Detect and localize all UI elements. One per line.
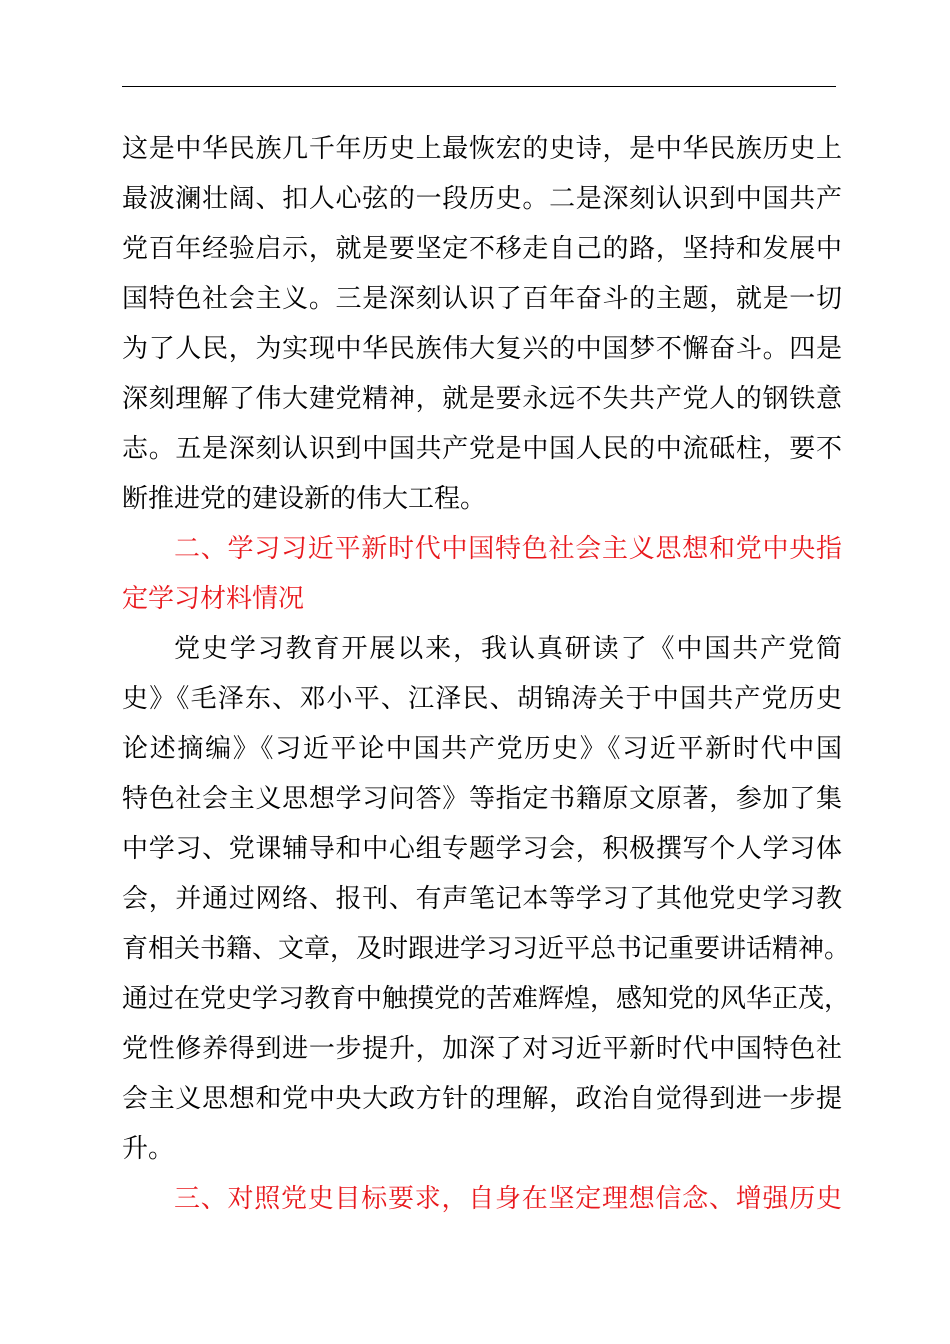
section-heading-3 (122, 1174, 842, 1224)
text-line: 史》《毛泽东、邓小平、江泽民、胡锦涛关于中国共产党历史 (122, 684, 842, 714)
paragraph-continuation (122, 124, 842, 524)
paragraph-study-materials (122, 624, 851, 1174)
text-line: 升。 (122, 1134, 175, 1164)
heading-line: 三、对照党史目标要求，自身在坚定理想信念、增强历史 (174, 1184, 842, 1214)
text-line: 国特色社会主义。三是深刻认识了百年奋斗的主题，就是一切 (122, 284, 842, 314)
heading-line: 定学习材料情况 (122, 584, 305, 614)
text-line: 会主义思想和党中央大政方针的理解，政治自觉得到进一步提 (122, 1084, 842, 1114)
text-line: 最波澜壮阔、扣人心弦的一段历史。二是深刻认识到中国共产 (122, 184, 842, 214)
text-line: 会，并通过网络、报刊、有声笔记本等学习了其他党史学习教 (122, 884, 842, 914)
text-line: 党百年经验启示，就是要坚定不移走自己的路，坚持和发展中 (122, 234, 842, 264)
text-line: 中学习、党课辅导和中心组专题学习会，积极撰写个人学习体 (122, 834, 842, 864)
text-line: 论述摘编》《习近平论中国共产党历史》《习近平新时代中国 (122, 734, 842, 764)
document-body (122, 124, 851, 1224)
text-line: 志。五是深刻认识到中国共产党是中国人民的中流砥柱，要不 (122, 434, 842, 464)
text-line: 党性修养得到进一步提升，加深了对习近平新时代中国特色社 (122, 1034, 842, 1064)
text-line: 断推进党的建设新的伟大工程。 (122, 484, 487, 514)
text-line: 党史学习教育开展以来，我认真研读了《中国共产党简 (174, 634, 842, 664)
text-line: 通过在党史学习教育中触摸党的苦难辉煌，感知党的风华正茂， (122, 984, 851, 1014)
heading-line: 二、学习习近平新时代中国特色社会主义思想和党中央指 (174, 534, 842, 564)
text-line: 育相关书籍、文章，及时跟进学习习近平总书记重要讲话精神。 (122, 934, 851, 964)
text-line: 为了人民，为实现中华民族伟大复兴的中国梦不懈奋斗。四是 (122, 334, 842, 364)
text-line: 这是中华民族几千年历史上最恢宏的史诗，是中华民族历史上 (122, 134, 842, 164)
header-rule (122, 86, 836, 87)
section-heading-2 (122, 524, 842, 624)
text-line: 特色社会主义思想学习问答》等指定书籍原文原著，参加了集 (122, 784, 842, 814)
text-line: 深刻理解了伟大建党精神，就是要永远不失共产党人的钢铁意 (122, 384, 842, 414)
